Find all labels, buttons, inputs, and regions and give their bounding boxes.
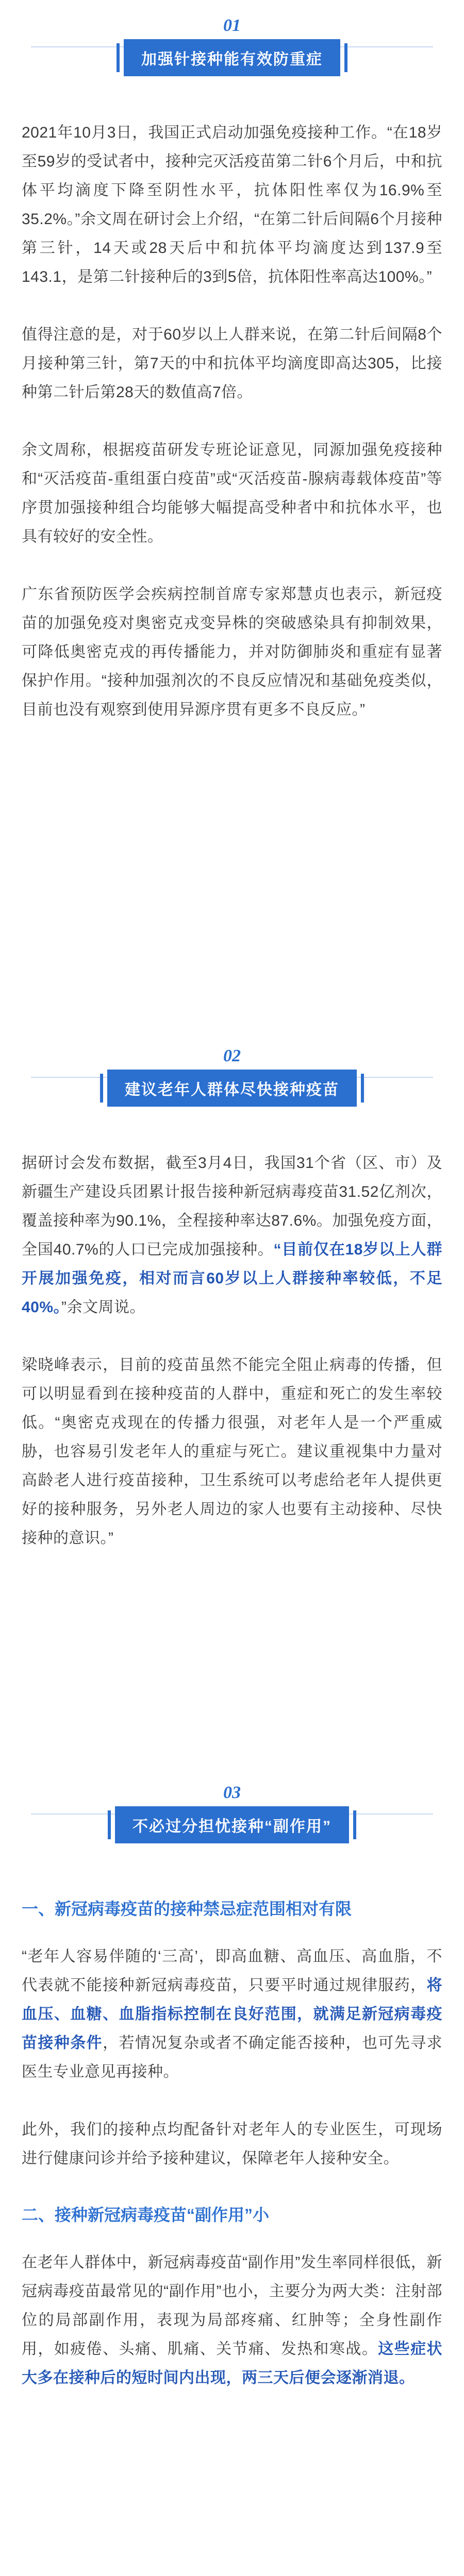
highlight-text: 这些症状大多在接种后的短时间内出现，两三天后便会逐渐消退。 [22,2341,443,2386]
section-3-body [0,1896,464,2393]
paragraph: 梁晓峰表示，目前的疫苗虽然不能完全阻止病毒的传播，但可以明显看到在接种疫苗的人群中，重症和死亡的发生率较低。“奥密克戎现在的传播力很强，对老年人是一个严重威胁，也容易引发老年人的重症与死亡。建议重视集中力量对高龄老人进行疫苗接种，卫生系统可以考虑给老年人提供更好的接种服务，另外老人周边的家人也要有主动接种、尽快接种的意识。” [22,1357,442,1547]
section-1-body [0,118,464,724]
paragraph: 值得注意的是，对于60岁以上人群来说，在第二针后间隔8个月接种第三针，第7天的中和抗体平均滴度即高达305，比接种第二针后第28天的数值高7倍。 [22,326,442,401]
paragraph: 此外，我们的接种点均配备针对老年人的专业医生，可现场进行健康问诊并给予接种建议，保障老年人接种安全。 [22,2121,442,2167]
text: ，若情况复杂或者不确定能否接种，也可先寻求医生专业意见再接种。 [22,2035,443,2080]
text: ”余文周说。 [61,1299,146,1316]
text: 据研讨会发布数据，截至3月4日，我国31个省（区、市）及新疆生产建设兵团累计报告接种新冠病毒疫苗31.52亿剂次，覆盖接种率为90.1%，全程接种率达87.6%。加强免疫方面，全国40.7%的人口已完成加强接种。 [22,1155,442,1258]
paragraph [0,1942,464,2087]
subheading: 一、新冠病毒疫苗的接种禁忌症范围相对有限 [22,1900,352,1918]
section-title: 加强针接种能有效防重症 [124,39,340,76]
section-number: 02 [223,1046,241,1065]
text: “老年人容易伴随的‘三高’，即高血糖、高血压、高血脂，不代表就不能接种新冠病毒疫苗，只要平时通过规律服药， [22,1948,442,1994]
section-number: 01 [223,16,241,35]
paragraph [0,2248,464,2393]
paragraph: 余文周称，根据疫苗研发专班论证意见，同源加强免疫接种和“灭活疫苗-重组蛋白疫苗”或“灭活疫苗-腺病毒载体疫苗”等序贯加强接种组合均能够大幅提高受种者中和抗体水平，也具有较好的安全性。 [22,442,442,545]
paragraph [0,1149,464,1322]
subheading: 二、接种新冠病毒疫苗“副作用”小 [22,2206,270,2224]
section-header-3 [0,1783,464,1843]
paragraph: 2021年10月3日，我国正式启动加强免疫接种工作。“在18岁至59岁的受试者中，接种完灭活疫苗第二针6个月后，中和抗体平均滴度下降至阴性水平，抗体阳性率仅为16.9%至35.2%。”余文周在研讨会上介绍，“在第二针后间隔6个月接种第三针，14天或28天后中和抗体平均滴度达到137.9至143.1，是第二针接种后的3到5倍，抗体阳性率高达100%。” [22,124,442,285]
highlight-text: “目前仅在18岁以上人群开展加强免疫，相对而言60岁以上人群接种率较低，不足40%。 [22,1241,442,1316]
paragraph: 广东省预防医学会疾病控制首席专家郑慧贞也表示，新冠疫苗的加强免疫对奥密克戎变异株的突破感染具有抑制效果，可降低奥密克戎的再传播能力，并对防御肺炎和重症有显著保护作用。“接种加强剂次的不良反应情况和基础免疫类似，目前也没有观察到使用异源序贯有更多不良反应。” [22,586,442,718]
section-2-body [0,1149,464,1553]
text: 在老年人群体中，新冠病毒疫苗“副作用”发生率同样很低，新冠病毒疫苗最常见的“副作用”也小，主要分为两大类：注射部位的局部副作用，表现为局部疼痛、红肿等；全身性副作用，如疲倦、头痛、肌痛、关节痛、发热和寒战。 [22,2254,442,2358]
section-number: 03 [223,1783,241,1802]
section-header-1 [0,15,464,76]
section-title: 建议老年人群体尽快接种疫苗 [107,1070,357,1107]
section-title: 不必过分担忧接种“副作用” [115,1806,349,1843]
section-header-2 [0,1046,464,1107]
highlight-text: 将血压、血糖、血脂指标控制在良好范围，就满足新冠病毒疫苗接种条件 [22,1977,442,2052]
